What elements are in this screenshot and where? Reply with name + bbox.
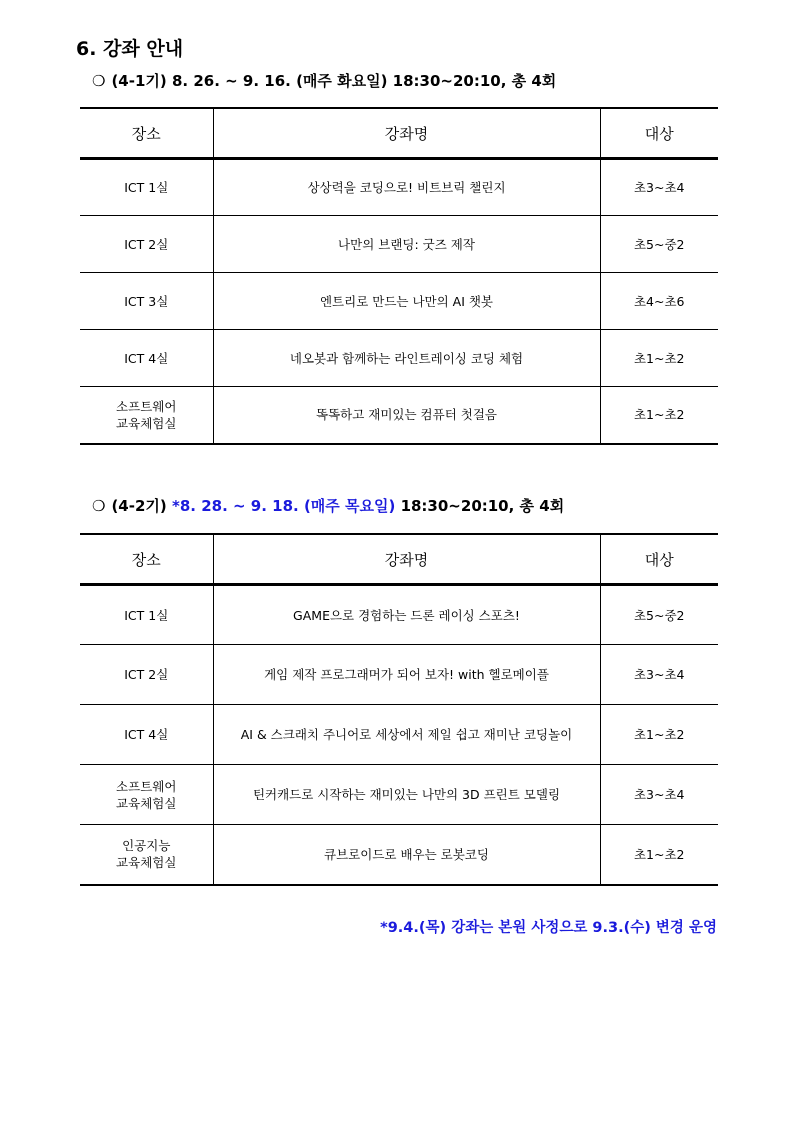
column-header-course-name: 강좌명 <box>213 534 600 585</box>
table-row <box>80 645 718 705</box>
column-header-course-name: 강좌명 <box>213 108 600 159</box>
cell-place: ICT 2실 <box>124 667 169 682</box>
column-header-place: 장소 <box>131 124 161 143</box>
cell-place: 인공지능 교육체험실 <box>116 838 177 871</box>
table-row <box>80 387 718 444</box>
column-header-target: 대상 <box>600 108 718 159</box>
cell-course-name: 똑똑하고 재미있는 컴퓨터 첫걸음 <box>213 387 600 444</box>
cell-target: 초1~초2 <box>600 330 718 387</box>
table-row <box>80 825 718 885</box>
table-row <box>80 216 718 273</box>
table-row <box>80 159 718 216</box>
cell-place: ICT 1실 <box>124 180 169 195</box>
cell-course-name: 네오봇과 함께하는 라인트레이싱 코딩 체험 <box>213 330 600 387</box>
cell-course-name: AI & 스크래치 주니어로 세상에서 제일 쉽고 재미난 코딩놀이 <box>213 705 600 765</box>
cell-place: 소프트웨어 교육체험실 <box>116 398 177 431</box>
cell-place: ICT 3실 <box>124 293 169 309</box>
cell-target: 초4~초6 <box>600 273 718 330</box>
cell-place: ICT 1실 <box>124 607 169 623</box>
session2-heading <box>92 495 564 516</box>
cell-place: ICT 4실 <box>124 350 169 366</box>
cell-target: 초1~초2 <box>600 387 718 444</box>
cell-course-name: 게임 제작 프로그래머가 되어 보자! with 헬로메이플 <box>213 645 600 705</box>
session1-heading <box>92 70 556 91</box>
cell-course-name: 틴커캐드로 시작하는 재미있는 나만의 3D 프린트 모델링 <box>213 765 600 825</box>
cell-target: 초1~초2 <box>600 825 718 885</box>
cell-place: ICT 2실 <box>124 236 169 252</box>
session2-heading-dates: *8. 28. ~ 9. 18. (매주 목요일) <box>172 497 396 515</box>
table-row <box>80 765 718 825</box>
cell-target: 초3~초4 <box>600 159 718 216</box>
cell-target: 초3~초4 <box>600 645 718 705</box>
table-row <box>80 705 718 765</box>
cell-course-name: 나만의 브랜딩: 굿즈 제작 <box>213 216 600 273</box>
cell-place: ICT 4실 <box>124 727 169 742</box>
table-header-row <box>80 108 718 159</box>
cell-target: 초3~초4 <box>600 765 718 825</box>
session2-heading-prefix: (4-2기) <box>111 497 167 515</box>
table-header-row <box>80 534 718 585</box>
cell-course-name: 큐브로이드로 배우는 로봇코딩 <box>213 825 600 885</box>
cell-place: 소프트웨어 교육체험실 <box>116 778 177 811</box>
cell-target: 초1~초2 <box>600 705 718 765</box>
schedule-change-footnote: *9.4.(목) 강좌는 본원 사정으로 9.3.(수) 변경 운영 <box>380 920 717 936</box>
table-row <box>80 330 718 387</box>
session1-course-table <box>80 107 718 445</box>
session1-heading-text: (4-1기) 8. 26. ~ 9. 16. (매주 화요일) 18:30~20:10, 총 4회 <box>111 72 557 90</box>
session2-course-table <box>80 533 718 886</box>
cell-target: 초5~중2 <box>600 216 718 273</box>
session2-heading-suffix: 18:30~20:10, 총 4회 <box>400 497 565 515</box>
cell-course-name: 상상력을 코딩으로! 비트브릭 챌린지 <box>213 159 600 216</box>
column-header-place: 장소 <box>131 550 161 569</box>
circle-bullet-icon: ❍ <box>92 72 106 90</box>
page-title: 6. 강좌 안내 <box>76 38 184 60</box>
circle-bullet-icon: ❍ <box>92 497 106 515</box>
table-row <box>80 585 718 645</box>
table-row <box>80 273 718 330</box>
cell-course-name: GAME으로 경험하는 드론 레이싱 스포츠! <box>213 585 600 645</box>
column-header-target: 대상 <box>600 534 718 585</box>
cell-target: 초5~중2 <box>600 585 718 645</box>
cell-course-name: 엔트리로 만드는 나만의 AI 챗봇 <box>213 273 600 330</box>
